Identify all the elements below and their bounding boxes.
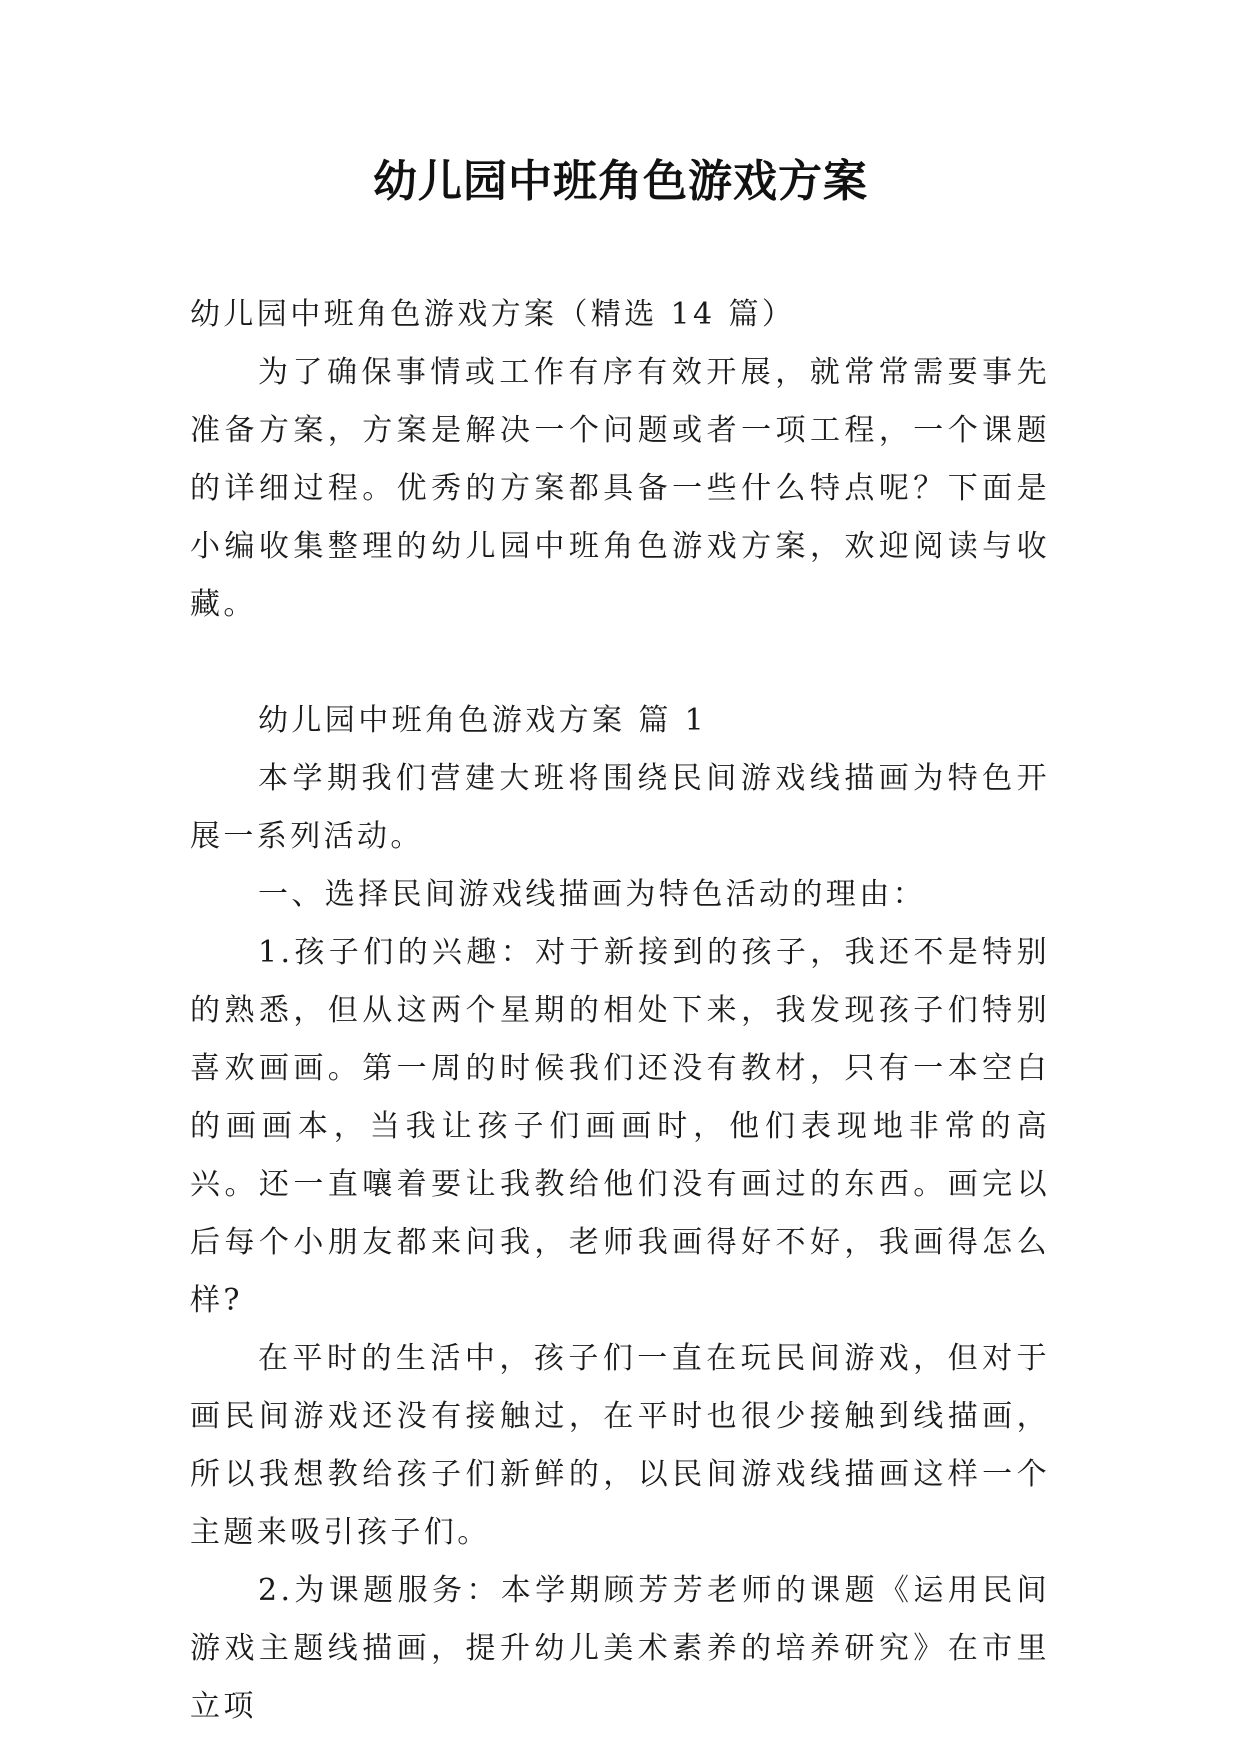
- body-paragraph: 2.为课题服务：本学期顾芳芳老师的课题《运用民间游戏主题线描画，提升幼儿美术素养的培养研究》在市里立项: [190, 1573, 1050, 1724]
- section-heading: 幼儿园中班角色游戏方案 篇 1: [258, 703, 708, 738]
- intro-paragraph: 为了确保事情或工作有序有效开展，就常常需要事先准备方案，方案是解决一个问题或者一项工程，一个课题的详细过程。优秀的方案都具备一些什么特点呢？下面是小编收集整理的幼儿园中班角色游戏方案，欢迎阅读与收藏。: [190, 355, 1050, 622]
- body-paragraph: 一、选择民间游戏线描画为特色活动的理由：: [258, 877, 926, 912]
- body-paragraph: 本学期我们营建大班将围绕民间游戏线描画为特色开展一系列活动。: [190, 761, 1050, 854]
- document-subtitle: 幼儿园中班角色游戏方案（精选 14 篇）: [190, 297, 796, 332]
- body-paragraph: 1.孩子们的兴趣：对于新接到的孩子，我还不是特别的熟悉，但从这两个星期的相处下来，我发现孩子们特别喜欢画画。第一周的时候我们还没有教材，只有一本空白的画画本，当我让孩子们画画时，他们表现地非常的高兴。还一直嚷着要让我教给他们没有画过的东西。画完以后每个小朋友都来问我，老师我画得好不好，我画得怎么样?: [190, 935, 1050, 1318]
- paragraph-gap: [190, 634, 1050, 692]
- document-title: 幼儿园中班角色游戏方案: [373, 156, 868, 207]
- body-paragraph: 在平时的生活中，孩子们一直在玩民间游戏，但对于画民间游戏还没有接触过，在平时也很少接触到线描画，所以我想教给孩子们新鲜的，以民间游戏线描画这样一个主题来吸引孩子们。: [190, 1341, 1050, 1550]
- document-body: [190, 286, 1050, 1736]
